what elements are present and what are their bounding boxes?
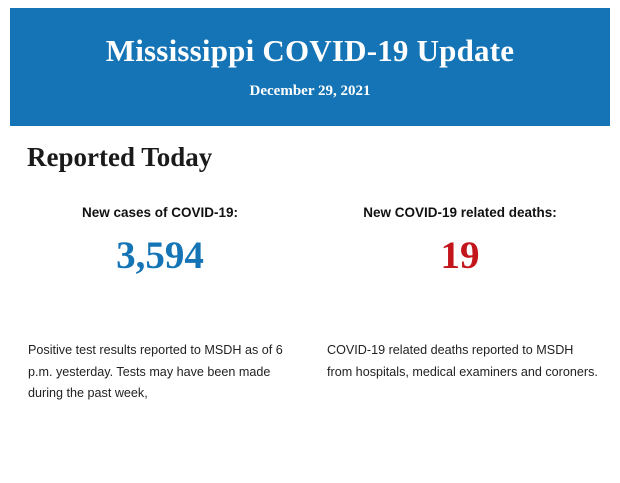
header-banner bbox=[10, 8, 610, 126]
stat-new-cases-description: Positive test results reported to MSDH as of 6 p.m. yesterday. Tests may have been made during the past week, bbox=[28, 343, 283, 401]
stat-new-deaths-label: New COVID-19 related deaths: bbox=[363, 205, 557, 220]
report-date: December 29, 2021 bbox=[249, 82, 371, 99]
descriptions-row bbox=[10, 340, 610, 405]
stat-new-deaths bbox=[310, 205, 610, 275]
stat-new-deaths-description: COVID-19 related deaths reported to MSDH from hospitals, medical examiners and coroners. bbox=[327, 343, 598, 379]
stat-new-deaths-value: 19 bbox=[440, 234, 480, 277]
stat-new-cases-label: New cases of COVID-19: bbox=[81, 205, 239, 220]
section-heading: Reported Today bbox=[27, 142, 213, 172]
page-title: Mississippi COVID-19 Update bbox=[105, 33, 515, 69]
stats-row bbox=[10, 205, 610, 275]
stat-new-cases-value: 3,594 bbox=[116, 234, 204, 277]
stat-new-cases bbox=[10, 205, 310, 275]
